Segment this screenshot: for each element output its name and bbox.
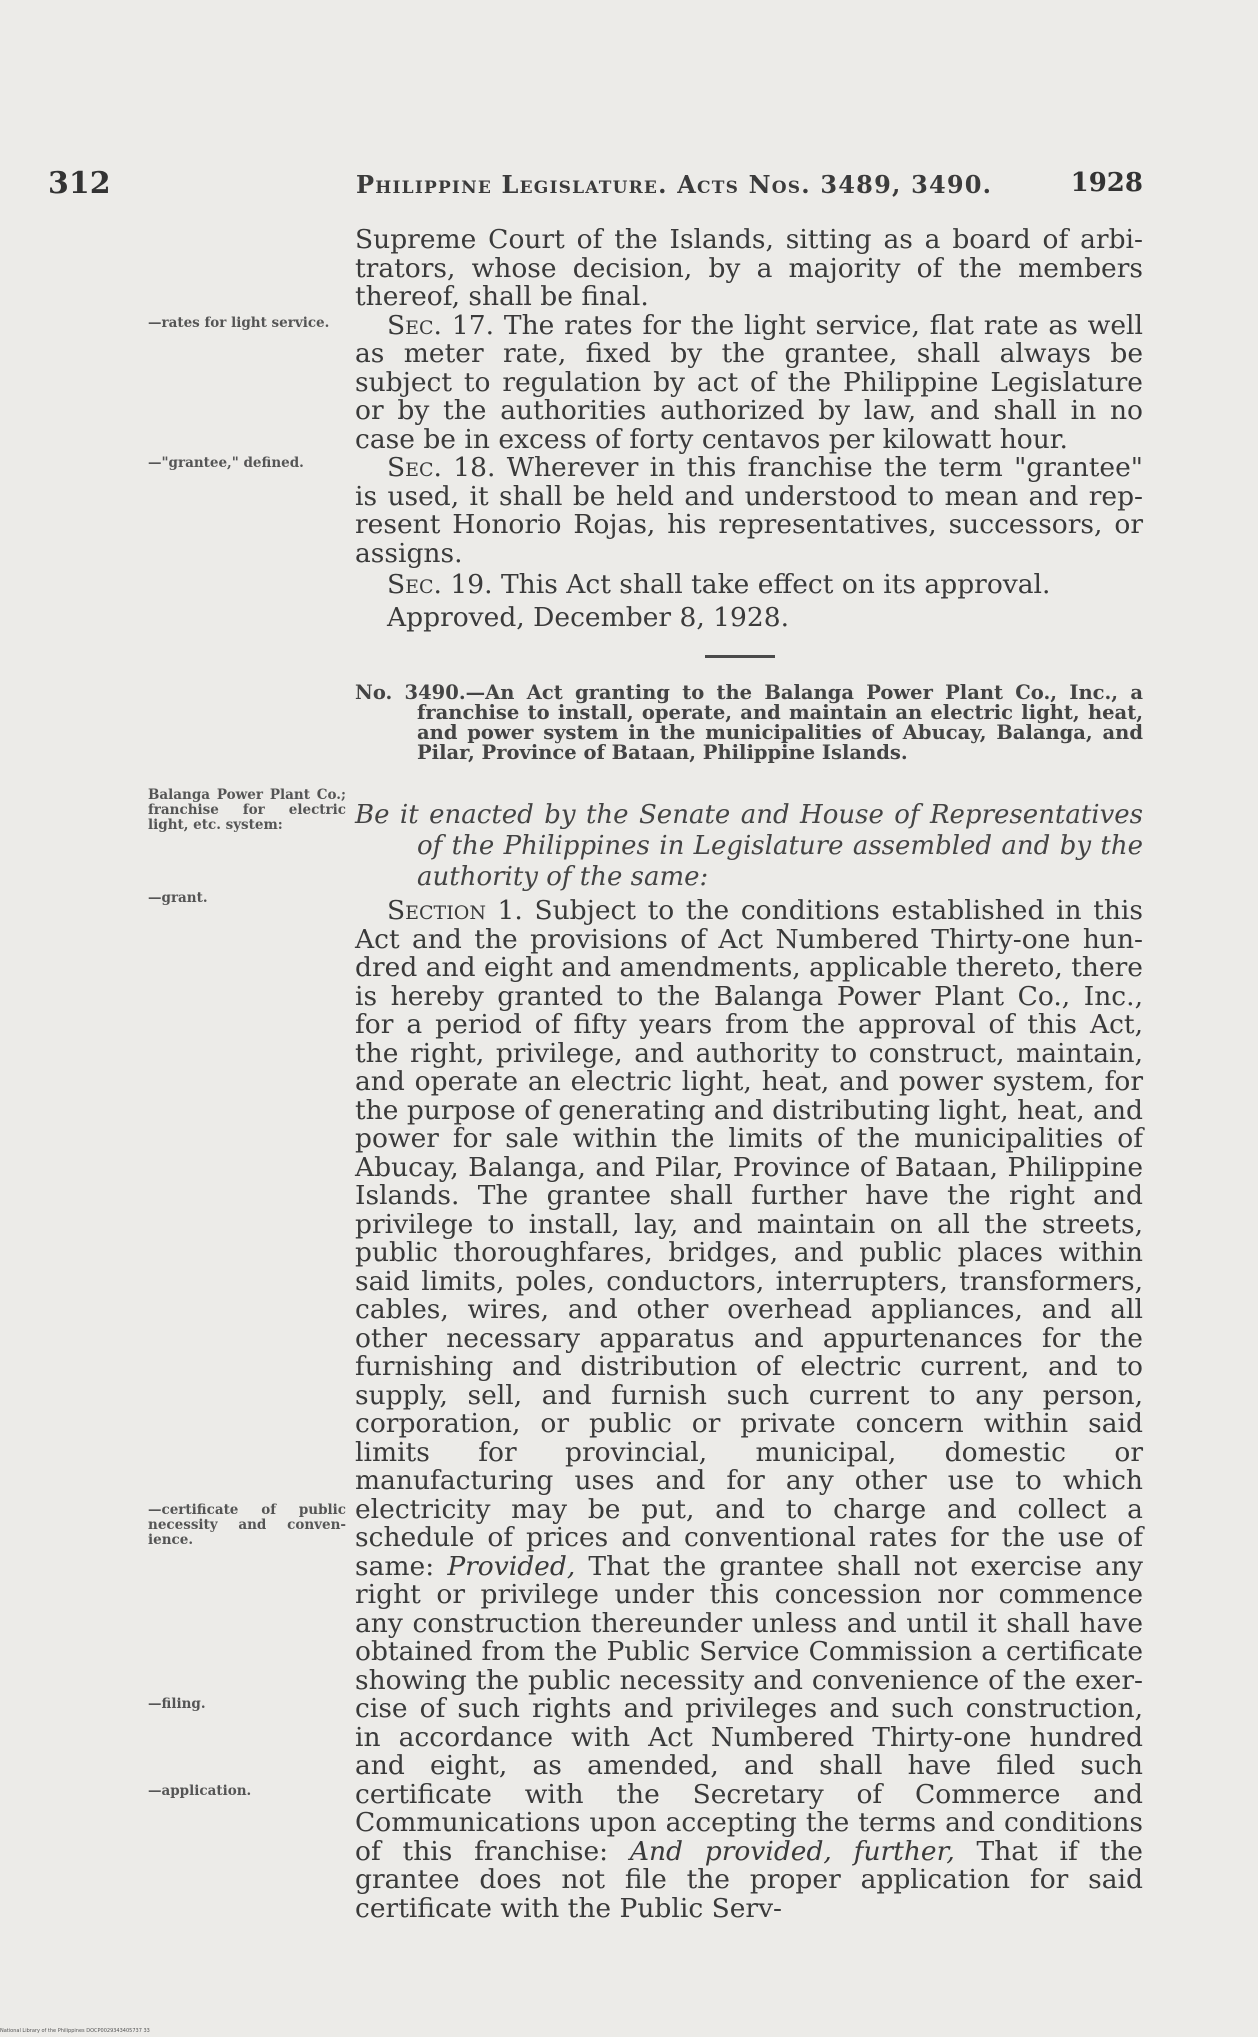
section-19	[355, 568, 1143, 601]
section-19-label: Sec. 19.	[387, 569, 493, 600]
scan-credit: National Library of the Philippines DOCP0029343405737 33	[0, 2028, 150, 2034]
margin-note-application: —application.	[148, 1783, 252, 1799]
margin-note-rates: —rates for light service.	[148, 315, 330, 331]
section-18-text: Wherever in this franchise the term "grantee" is used, it shall be held and understood to mean and represent Honorio Rojas, his representatives, successors, or assigns.	[355, 452, 1143, 569]
provided-italic: Provided,	[447, 1550, 576, 1582]
section-1	[355, 897, 1143, 1923]
section-1-label: Section 1.	[387, 895, 523, 926]
act-3490-body	[355, 897, 1143, 1923]
section-19-text: This Act shall take effect on its approval.	[492, 569, 1051, 600]
section-18-label: Sec. 18.	[387, 452, 496, 483]
margin-note-balanga: Balanga Power Plant Co.; franchise for electric light, etc. system:	[148, 787, 346, 833]
margin-note-grantee-defined: —"grantee," defined.	[148, 455, 304, 471]
act-3490-title: No. 3490.—An Act granting to the Balanga Power Plant Co., Inc., a franchise to install, operate, and maintain an electric light, heat, and power system in the municipalities of Abucay, Balanga, and Pilar, Province of Bataan, Philippine Islands.	[355, 681, 1143, 764]
section-1-text-part1: Subject to the conditions established in this Act and the provisions of Act Numbered Thirty-one hundred and eight and amendments, applicable thereto, there is hereby granted to the Balanga Power Plant Co., Inc., for a period of fifty years from the approval of this Act, the right, privilege, and authority to construct, maintain, and operate an electric light, heat, and power system, for the purpose of generating and distributing light, heat, and power for sale within the limits of the municipalities of Abucay, Balanga, and Pilar, Province of Bataan, Philippine Islands. The grantee shall further have the right and privilege to install, lay, and maintain on all the streets, public thoroughfares, bridges, and public places within said limits, poles, conductors, interrupters, transformers, cables, wires, and other overhead appliances, and all other necessary apparatus and appurtenances for the furnishing and distribution of electric current, and to supply, sell, and furnish such current to any person, corporation, or public or private concern within said limits for provincial, municipal, domestic or manufacturing uses and for any other use to which electricity may be put, and to charge and collect a schedule of prices and conventional rates for the use of same:	[355, 895, 1143, 1582]
section-1-text-part3: That if the grantee does not file the proper application for said certificate with the Public Serv-	[355, 1835, 1143, 1924]
page-header	[48, 166, 1143, 206]
section-1-text-part2: That the grantee shall not exercise any right or privilege under this concession nor commence any construction thereunder unless and until it shall have obtained from the Public Service Commission a certificate showing the public necessity and convenience of the exercise of such rights and privileges and such construction, in accordance with Act Numbered Thirty-one hundred and eight, as amended, and shall have filed such certificate with the Secretary of Commerce and Communications upon accepting the terms and conditions of this franchise:	[355, 1550, 1143, 1867]
section-17	[355, 309, 1144, 455]
running-year: 1928	[1070, 168, 1143, 198]
section-17-text: The rates for the light service, flat rate as well as meter rate, fixed by the grantee, shall always be subject to regulation by act of the Philippine Legislature or by the authorities authorized by law, and shall in no case be in excess of forty centavos per kilowatt hour.	[355, 309, 1144, 455]
previous-act-text	[355, 226, 1143, 634]
section-18	[355, 454, 1143, 568]
margin-note-filing: —filing.	[148, 1696, 206, 1712]
section-17-label: Sec. 17.	[387, 309, 495, 341]
enacting-clause: Be it enacted by the Senate and House of Representatives of the Philippines in Legislature assembled and by the authority of the same:	[355, 800, 1143, 892]
margin-note-certificate: —certificate of public necessity and convenience.	[148, 1502, 346, 1548]
running-title: Philippine Legislature. Acts Nos. 3489, 3490.	[356, 170, 993, 199]
and-provided-italic: And provided, further,	[629, 1835, 955, 1867]
section-divider	[705, 655, 775, 658]
continuation-paragraph: Supreme Court of the Islands, sitting as a board of arbitrators, whose decision, by a majority of the members thereof, shall be final.	[355, 224, 1143, 312]
margin-note-grant: —grant.	[148, 890, 208, 906]
page-number: 312	[48, 166, 111, 201]
approval-date: Approved, December 8, 1928.	[387, 602, 790, 633]
